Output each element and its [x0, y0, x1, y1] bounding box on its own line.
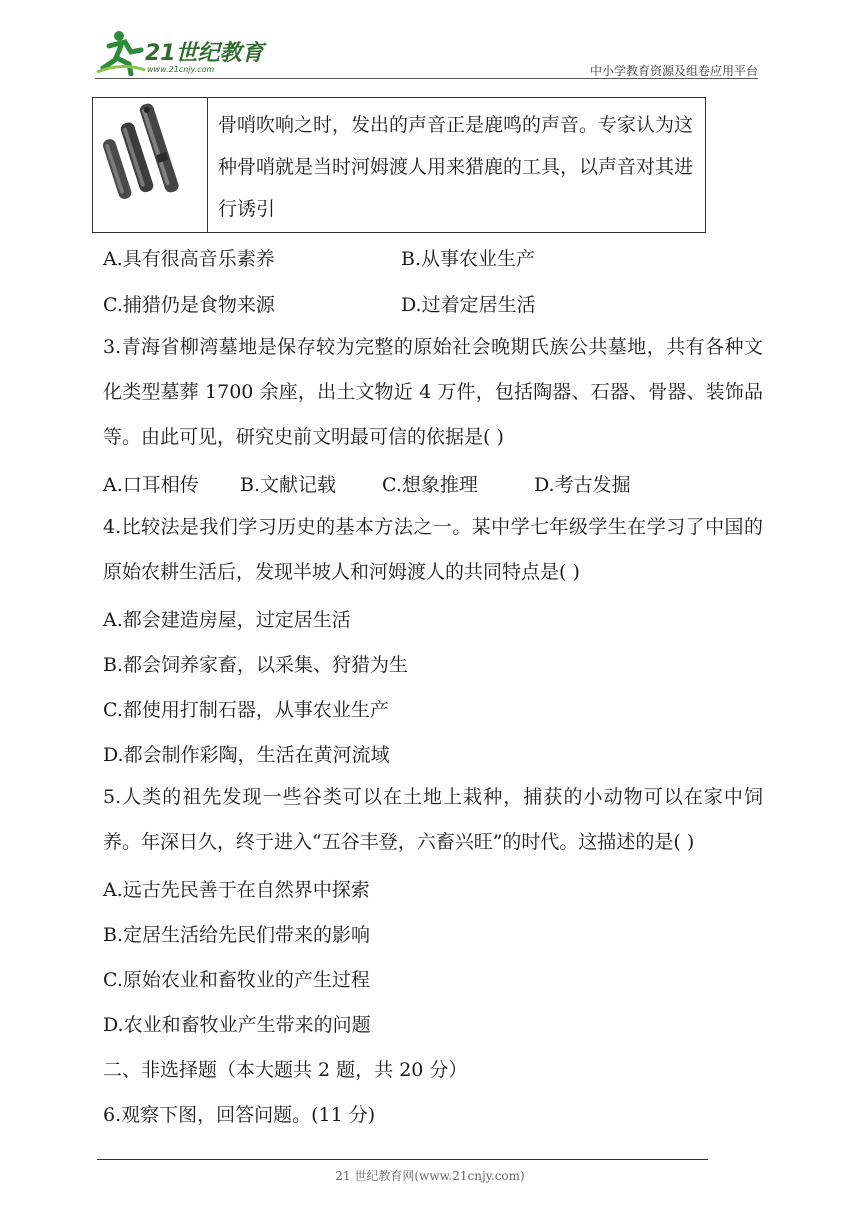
q4-option-d[interactable]: D.都会制作彩陶，生活在黄河流域 — [103, 744, 390, 766]
q2-option-c[interactable]: C.捕猎仍是食物来源 — [103, 294, 275, 316]
page-header — [95, 28, 758, 80]
q2-option-a[interactable]: A.具有很高音乐素养 — [103, 248, 275, 270]
q5-option-a[interactable]: A.远古先民善于在自然界中探索 — [103, 879, 370, 901]
logo — [95, 28, 265, 80]
q4-option-a[interactable]: A.都会建造房屋，过定居生活 — [103, 609, 351, 631]
q4-option-c[interactable]: C.都使用打制石器，从事农业生产 — [103, 699, 389, 721]
q2-options-row2 — [103, 290, 536, 317]
material-text: 骨哨吹响之时，发出的声音正是鹿鸣的声音。专家认为这种骨哨就是当时河姆渡人用来猎鹿的工具，以声音对其进行诱引 — [218, 114, 694, 220]
logo-text: 21世纪教育 — [145, 41, 264, 66]
header-divider — [95, 78, 758, 79]
q3-options-row — [103, 470, 631, 497]
material-box — [92, 97, 706, 233]
q6-stem: 6.观察下图，回答问题。(11 分) — [103, 1104, 376, 1126]
q5-option-c[interactable]: C.原始农业和畜牧业的产生过程 — [103, 969, 370, 991]
header-platform-text: 中小学教育资源及组卷应用平台 — [589, 64, 758, 78]
logo-url: www.21cnjy.com — [147, 65, 215, 74]
runner-logo-icon — [95, 28, 147, 76]
section-title: 二、非选择题（本大题共 2 题，共 20 分） — [103, 1059, 468, 1081]
q3-option-a[interactable]: A.口耳相传 — [103, 474, 199, 496]
q2-option-d[interactable]: D.过着定居生活 — [401, 294, 536, 316]
footer-divider — [97, 1159, 708, 1160]
q5-option-b[interactable]: B.定居生活给先民们带来的影响 — [103, 924, 371, 946]
footer-text[interactable]: 21 世纪教育网(www.21cnjy.com) — [335, 1169, 525, 1183]
q2-option-b[interactable]: B.从事农业生产 — [401, 248, 536, 270]
q4-stem: 4.比较法是我们学习历史的基本方法之一。某中学七年级学生在学习了中国的原始农耕生活后，发现半坡人和河姆渡人的共同特点是( ) — [103, 516, 763, 583]
q2-options-row1 — [103, 244, 535, 271]
q5-stem: 5.人类的祖先发现一些谷类可以在土地上栽种，捕获的小动物可以在家中饲养。年深日久，终于进入“五谷丰登，六畜兴旺”的时代。这描述的是( ) — [103, 786, 763, 853]
q3-option-c[interactable]: C.想象推理 — [382, 474, 478, 496]
q3-stem: 3.青海省柳湾墓地是保存较为完整的原始社会晚期氏族公共墓地，共有各种文化类型墓葬 1700 余座，出土文物近 4 万件，包括陶器、石器、骨器、装饰品等。由此可见，研究史前文明最可信的依据是( ) — [103, 336, 763, 448]
bone-whistle-icon — [93, 98, 206, 232]
bone-whistle-image — [93, 98, 208, 232]
q5-option-d[interactable]: D.农业和畜牧业产生带来的问题 — [103, 1014, 371, 1036]
q4-option-b[interactable]: B.都会饲养家畜，以采集、狩猎为生 — [103, 654, 409, 676]
q3-option-b[interactable]: B.文献记载 — [240, 474, 337, 496]
q3-option-d[interactable]: D.考古发掘 — [534, 474, 631, 496]
